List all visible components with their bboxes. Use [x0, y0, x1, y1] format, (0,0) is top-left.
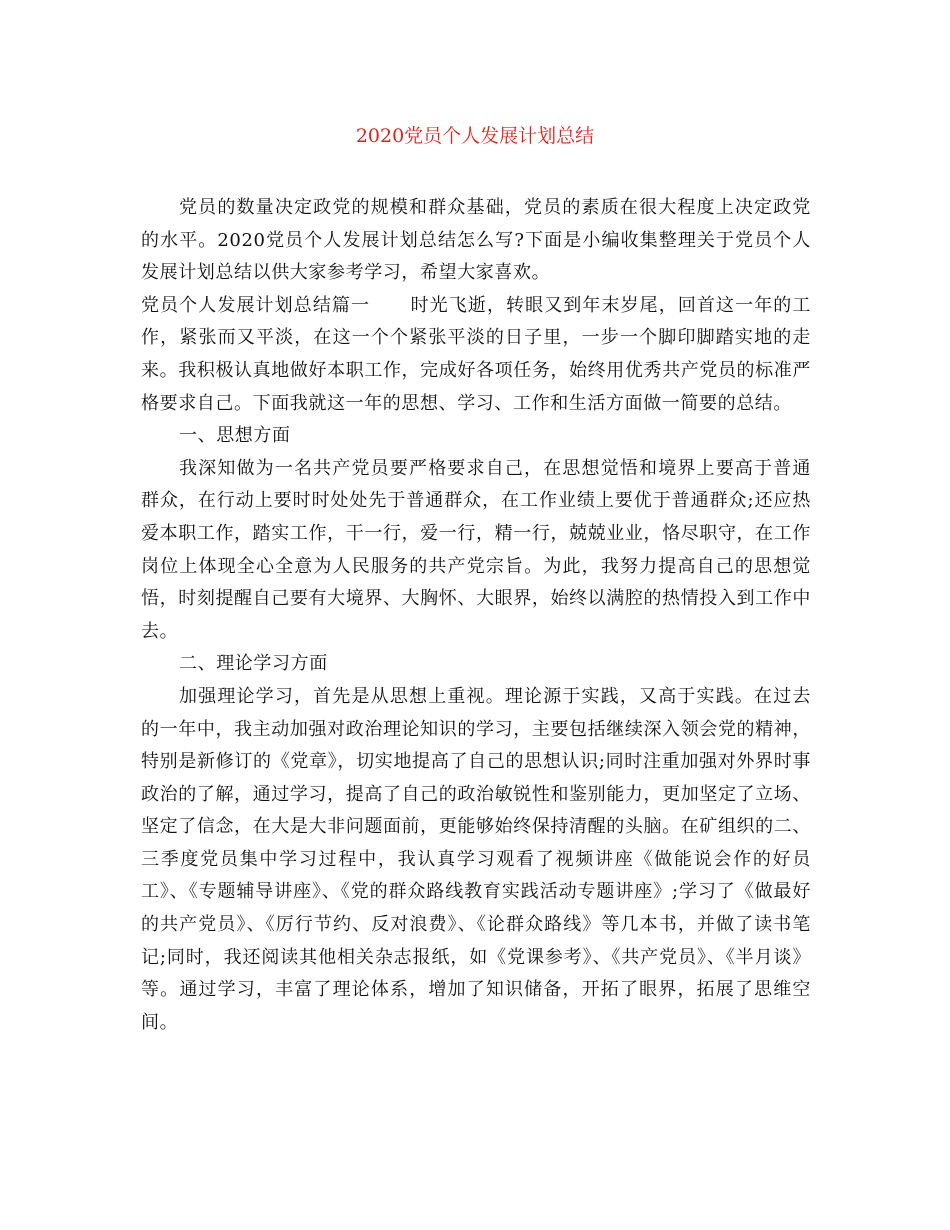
section-one-text: 时光飞逝，转眼又到年末岁尾，回首这一年的工作，紧张而又平淡，在这一个个紧张平淡的日子里，一步一个脚印脚踏实地的走来。我积极认真地做好本职工作，完成好各项任务，始终用优秀共产党员的标准严格要求自己。下面我就这一年的思想、学习、工作和生活方面做一简要的总结。 [141, 294, 811, 414]
document-title: 2020党员个人发展计划总结 [355, 125, 595, 147]
section-one-label: 党员个人发展计划总结篇一 [141, 294, 371, 316]
document-body [141, 192, 811, 1039]
thought-paragraph: 我深知做为一名共产党员要严格要求自己，在思想觉悟和境界上要高于普通群众，在行动上要时时处处先于普通群众，在工作业绩上要优于普通群众;还应热爱本职工作，踏实工作，干一行，爱一行，精一行，兢兢业业，恪尽职守，在工作岗位上体现全心全意为人民服务的共产党宗旨。为此，我努力提高自己的思想觉悟，时刻提醒自己要有大境界、大胸怀、大眼界，始终以满腔的热情投入到工作中去。 [141, 457, 811, 642]
heading-thought: 一、思想方面 [179, 425, 291, 447]
theory-study-paragraph: 加强理论学习，首先是从思想上重视。理论源于实践，又高于实践。在过去的一年中，我主动加强对政治理论知识的学习，主要包括继续深入领会党的精神，特别是新修订的《党章》，切实地提高了自己的思想认识;同时注重加强对外界时事政治的了解，通过学习，提高了自己的政治敏锐性和鉴别能力，更加坚定了立场、坚定了信念，在大是大非问题面前，更能够始终保持清醒的头脑。在矿组织的二、三季度党员集中学习过程中，我认真学习观看了视频讲座《做能说会作的好员工》、《专题辅导讲座》、《党的群众路线教育实践活动专题讲座》;学习了《做最好的共产党员》、《厉行节约、反对浪费》、《论群众路线》等几本书，并做了读书笔记;同时，我还阅读其他相关杂志报纸，如《党课参考》、《共产党员》、《半月谈》等。通过学习，丰富了理论体系，增加了知识储备，开拓了眼界，拓展了思维空间。 [141, 685, 811, 1033]
intro-paragraph: 党员的数量决定政党的规模和群众基础，党员的素质在很大程度上决定政党的水平。2020党员个人发展计划总结怎么写?下面是小编收集整理关于党员个人发展计划总结以供大家参考学习，希望大家喜欢。 [141, 197, 811, 284]
section-one-paragraph [141, 290, 811, 420]
heading-theory-study: 二、理论学习方面 [179, 653, 328, 675]
